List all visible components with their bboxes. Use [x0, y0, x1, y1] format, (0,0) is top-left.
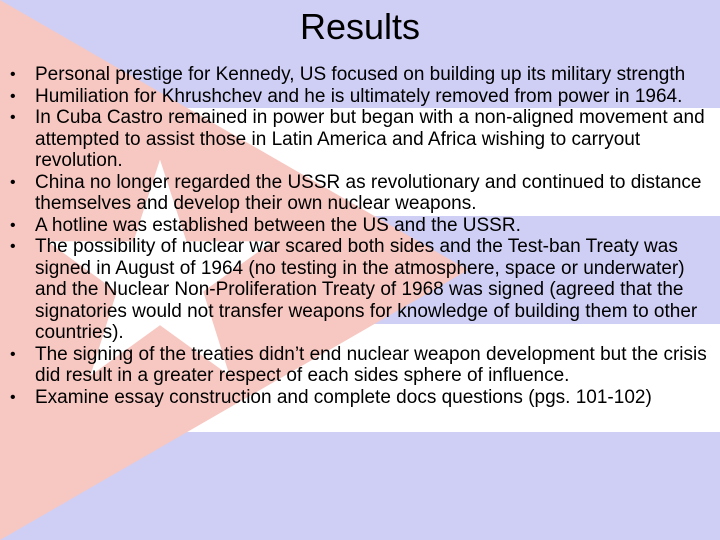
bullet-text: China no longer regarded the USSR as revolutionary and continued to distance themselves and develop their own nuclear weapons. [35, 171, 702, 214]
bullet-text: Examine essay construction and complete docs questions (pgs. 101-102) [35, 386, 652, 408]
bullet-item [10, 215, 710, 237]
bullet-item [10, 387, 710, 409]
bullet-marker: • [10, 345, 16, 363]
bullet-item [10, 64, 710, 86]
bullet-marker: • [10, 109, 16, 126]
bullet-text: The signing of the treaties didn’t end nuclear weapon development but the crisis did result in a greater respect of each sides sphere of influence. [35, 343, 707, 386]
bullet-text: Personal prestige for Kennedy, US focused on building up its military strength [35, 64, 686, 85]
bullet-list [10, 64, 710, 408]
bullet-item [10, 86, 710, 108]
bullet-item [10, 236, 710, 344]
bullet-item [10, 107, 710, 172]
bullet-marker: • [10, 388, 16, 406]
bullet-text: The possibility of nuclear war scared both sides and the Test-ban Treaty was signed in August of 1964 (no testing in the atmosphere, space or underwater) and the Nuclear Non-Proliferation Treaty of 1968 was signed (agreed that the signatories would not transfer weapons for knowledge of building them to other countries). [35, 236, 698, 343]
bullet-marker: • [10, 173, 16, 191]
bullet-text: In Cuba Castro remained in power but began with a non-aligned movement and attempted to assist those in Latin America and Africa wishing to carryout revolution. [35, 107, 705, 171]
bullet-marker: • [10, 216, 16, 234]
bullet-text: Humiliation for Khrushchev and he is ultimately removed from power in 1964. [35, 85, 683, 107]
bullet-marker: • [10, 66, 16, 83]
bullet-marker: • [10, 87, 16, 105]
slide-title: Results [299, 6, 421, 47]
bullet-item [10, 172, 710, 215]
bullet-marker: • [10, 238, 16, 255]
bullet-item [10, 344, 710, 387]
bullet-text: A hotline was established between the US and the USSR. [35, 214, 521, 236]
